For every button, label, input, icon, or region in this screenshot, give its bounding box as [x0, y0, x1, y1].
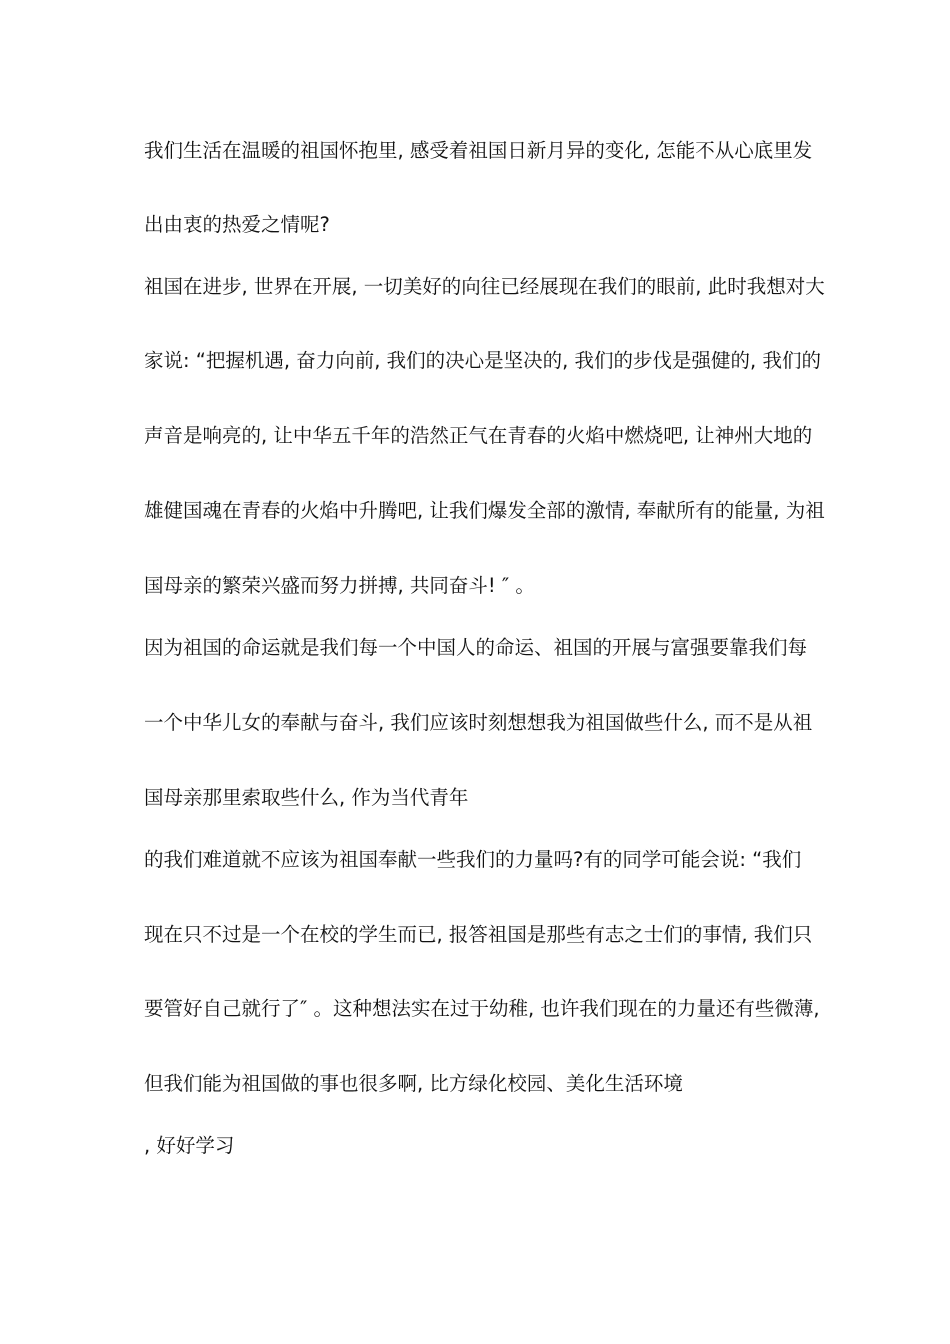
paragraph-line: 要管好自己就行了″ 。这种想法实在过于幼稚, 也许我们现在的力量还有些微薄, [144, 997, 820, 1020]
paragraph-line: 我们生活在温暖的祖国怀抱里, 感受着祖国日新月异的变化, 怎能不从心底里发 [144, 139, 813, 162]
paragraph-line: 声音是响亮的, 让中华五千年的浩然正气在青春的火焰中燃烧吧, 让神州大地的 [144, 424, 813, 447]
paragraph-line: 国母亲的繁荣兴盛而努力拼搏, 共同奋斗! ″ 。 [144, 574, 535, 597]
paragraph-line: 家说: “把握机遇, 奋力向前, 我们的决心是坚决的, 我们的步伐是强健的, 我们的 [144, 349, 821, 372]
paragraph-line: 祖国在进步, 世界在开展, 一切美好的向往已经展现在我们的眼前, 此时我想对大 [144, 275, 825, 298]
paragraph-line: 一个中华儿女的奉献与奋斗, 我们应该时刻想想我为祖国做些什么, 而不是从祖 [144, 711, 813, 734]
paragraph-line: 国母亲那里索取些什么, 作为当代青年 [144, 786, 469, 809]
paragraph-line: 现在只不过是一个在校的学生而已, 报答祖国是那些有志之士们的事情, 我们只 [144, 923, 813, 946]
paragraph-line: 因为祖国的命运就是我们每一个中国人的命运、祖国的开展与富强要靠我们每 [144, 636, 808, 659]
paragraph-line: 但我们能为祖国做的事也很多啊, 比方绿化校园、美化生活环境 [144, 1072, 683, 1095]
paragraph-line: , 好好学习 [144, 1134, 235, 1157]
paragraph-line: 雄健国魂在青春的火焰中升腾吧, 让我们爆发全部的激情, 奉献所有的能量, 为祖 [144, 499, 825, 522]
paragraph-line: 的我们难道就不应该为祖国奉献一些我们的力量吗?有的同学可能会说: “我们 [144, 848, 802, 871]
paragraph-line: 出由衷的热爱之情呢? [144, 213, 330, 236]
